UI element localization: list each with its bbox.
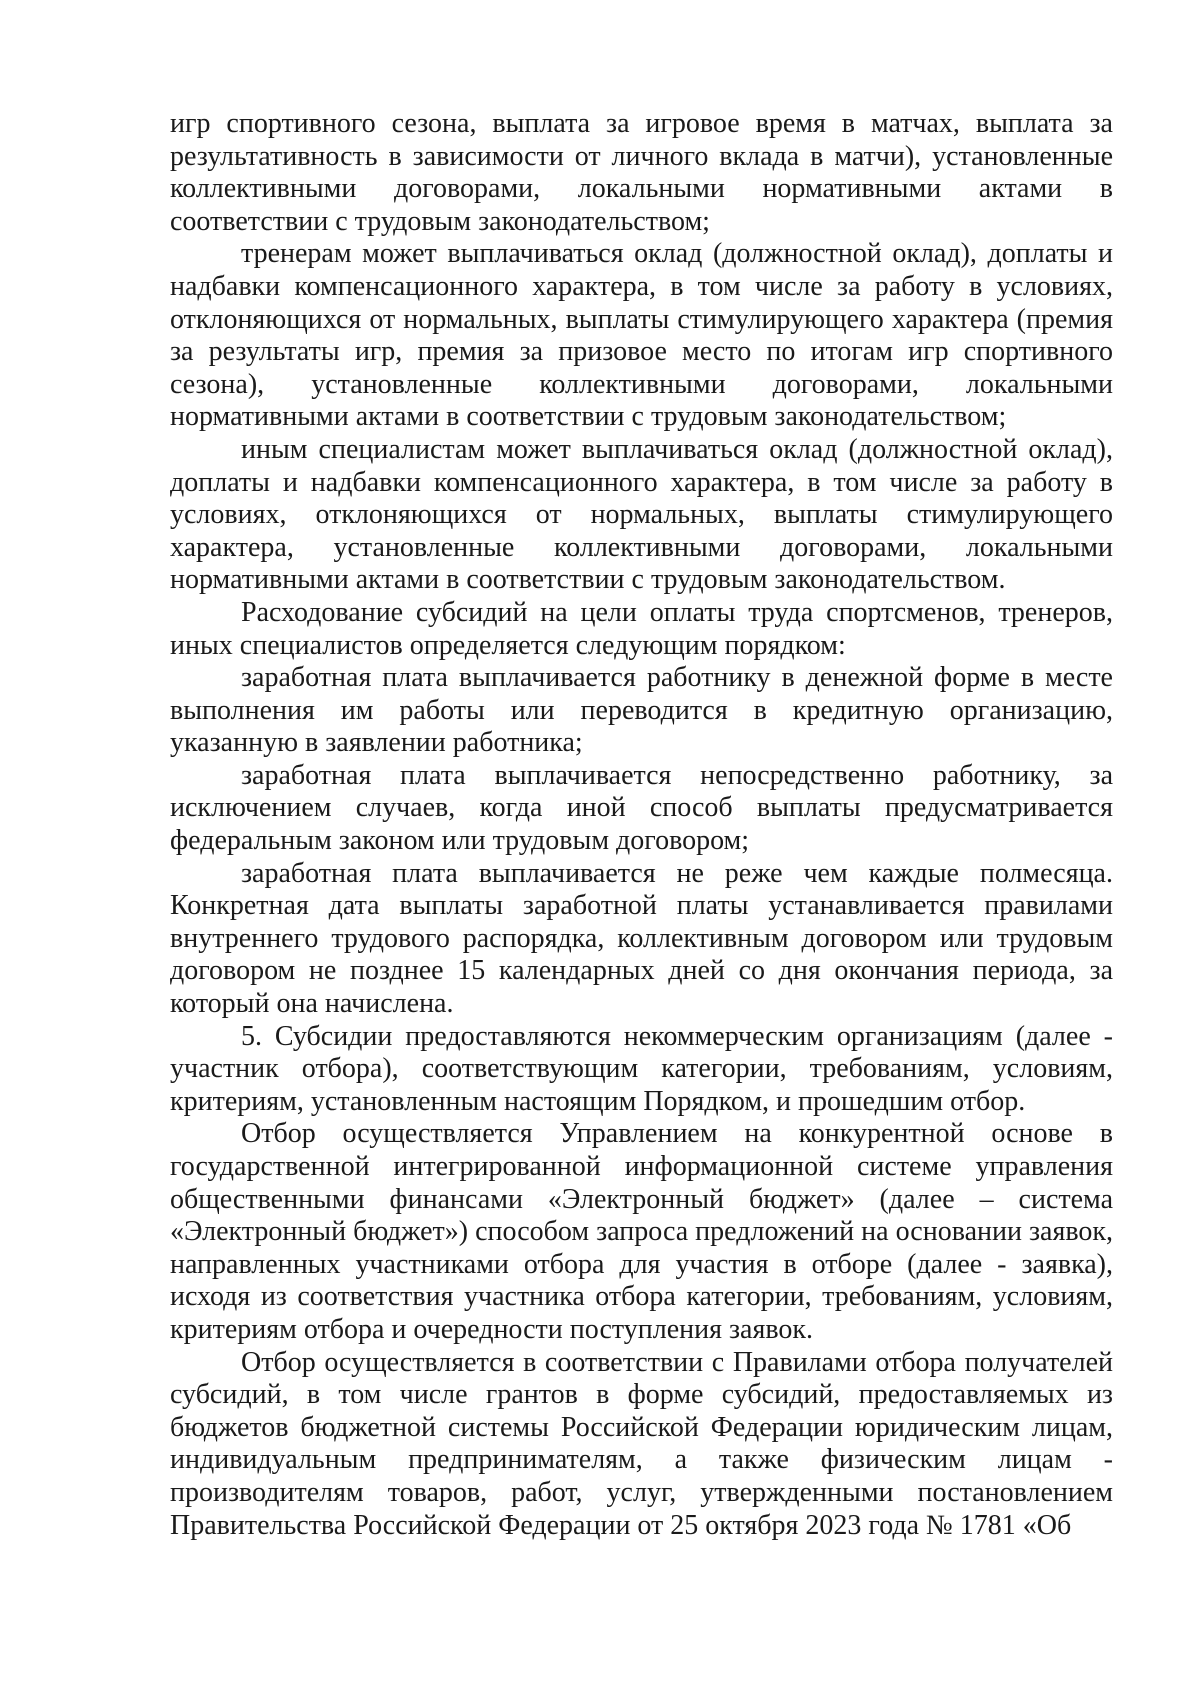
document-page bbox=[170, 108, 1113, 1542]
paragraph-salary-direct: заработная плата выплачивается непосредственно работнику, за исключением случаев, когда иной способ выплаты предусматривается федеральным законом или трудовым договором; bbox=[170, 759, 1113, 857]
paragraph-coaches-pay: тренерам может выплачиваться оклад (должностной оклад), доплаты и надбавки компенсационного характера, в том числе за работу в условиях, отклоняющихся от нормальных, выплаты стимулирующего характера (премия за результаты игр, премия за призовое место по итогам игр спортивного сезона), установленные коллективными договорами, локальными нормативными актами в соответствии с трудовым законодательством; bbox=[170, 238, 1113, 433]
paragraph-salary-place: заработная плата выплачивается работнику в денежной форме в месте выполнения им работы или переводится в кредитную организацию, указанную в заявлении работника; bbox=[170, 662, 1113, 759]
paragraph-selection-rules: Отбор осуществляется в соответствии с Правилами отбора получателей субсидий, в том числе грантов в форме субсидий, предоставляемых из бюджетов бюджетной системы Российской Федерации юридическим лицам, индивидуальным предпринимателям, а также физическим лицам - производителям товаров, работ, услуг, утвержденными постановлением Правительства Российской Федерации от 25 октября 2023 года № 1781 «Об bbox=[170, 1346, 1113, 1541]
paragraph-spending-order: Расходование субсидий на цели оплаты труда спортсменов, тренеров, иных специалистов определяется следующим порядком: bbox=[170, 596, 1113, 661]
paragraph-salary-frequency: заработная плата выплачивается не реже чем каждые полмесяца. Конкретная дата выплаты заработной платы устанавливается правилами внутреннего трудового распорядка, коллективным договором или трудовым договором не позднее 15 календарных дней со дня окончания периода, за который она начислена. bbox=[170, 857, 1113, 1020]
paragraph-continuation: игр спортивного сезона, выплата за игровое время в матчах, выплата за результативность в зависимости от личного вклада в матчи), установленные коллективными договорами, локальными нормативными актами в соответствии с трудовым законодательством; bbox=[170, 108, 1113, 237]
paragraph-selection-process: Отбор осуществляется Управлением на конкурентной основе в государственной интегрированной информационной системе управления общественными финансами «Электронный бюджет» (далее – система «Электронный бюджет») способом запроса предложений на основании заявок, направленных участниками отбора для участия в отборе (далее - заявка), исходя из соответствия участника отбора категории, требованиям, условиям, критериям отбора и очередности поступления заявок. bbox=[170, 1118, 1113, 1345]
paragraph-specialists-pay: иным специалистам может выплачиваться оклад (должностной оклад), доплаты и надбавки компенсационного характера, в том числе за работу в условиях, отклоняющихся от нормальных, выплаты стимулирующего характера, установленные коллективными договорами, локальными нормативными актами в соответствии с трудовым законодательством. bbox=[170, 433, 1113, 596]
paragraph-section-5: 5. Субсидии предоставляются некоммерческим организациям (далее - участник отбора), соответствующим категории, требованиям, условиям, критериям, установленным настоящим Порядком, и прошедшим отбор. bbox=[170, 1020, 1113, 1117]
